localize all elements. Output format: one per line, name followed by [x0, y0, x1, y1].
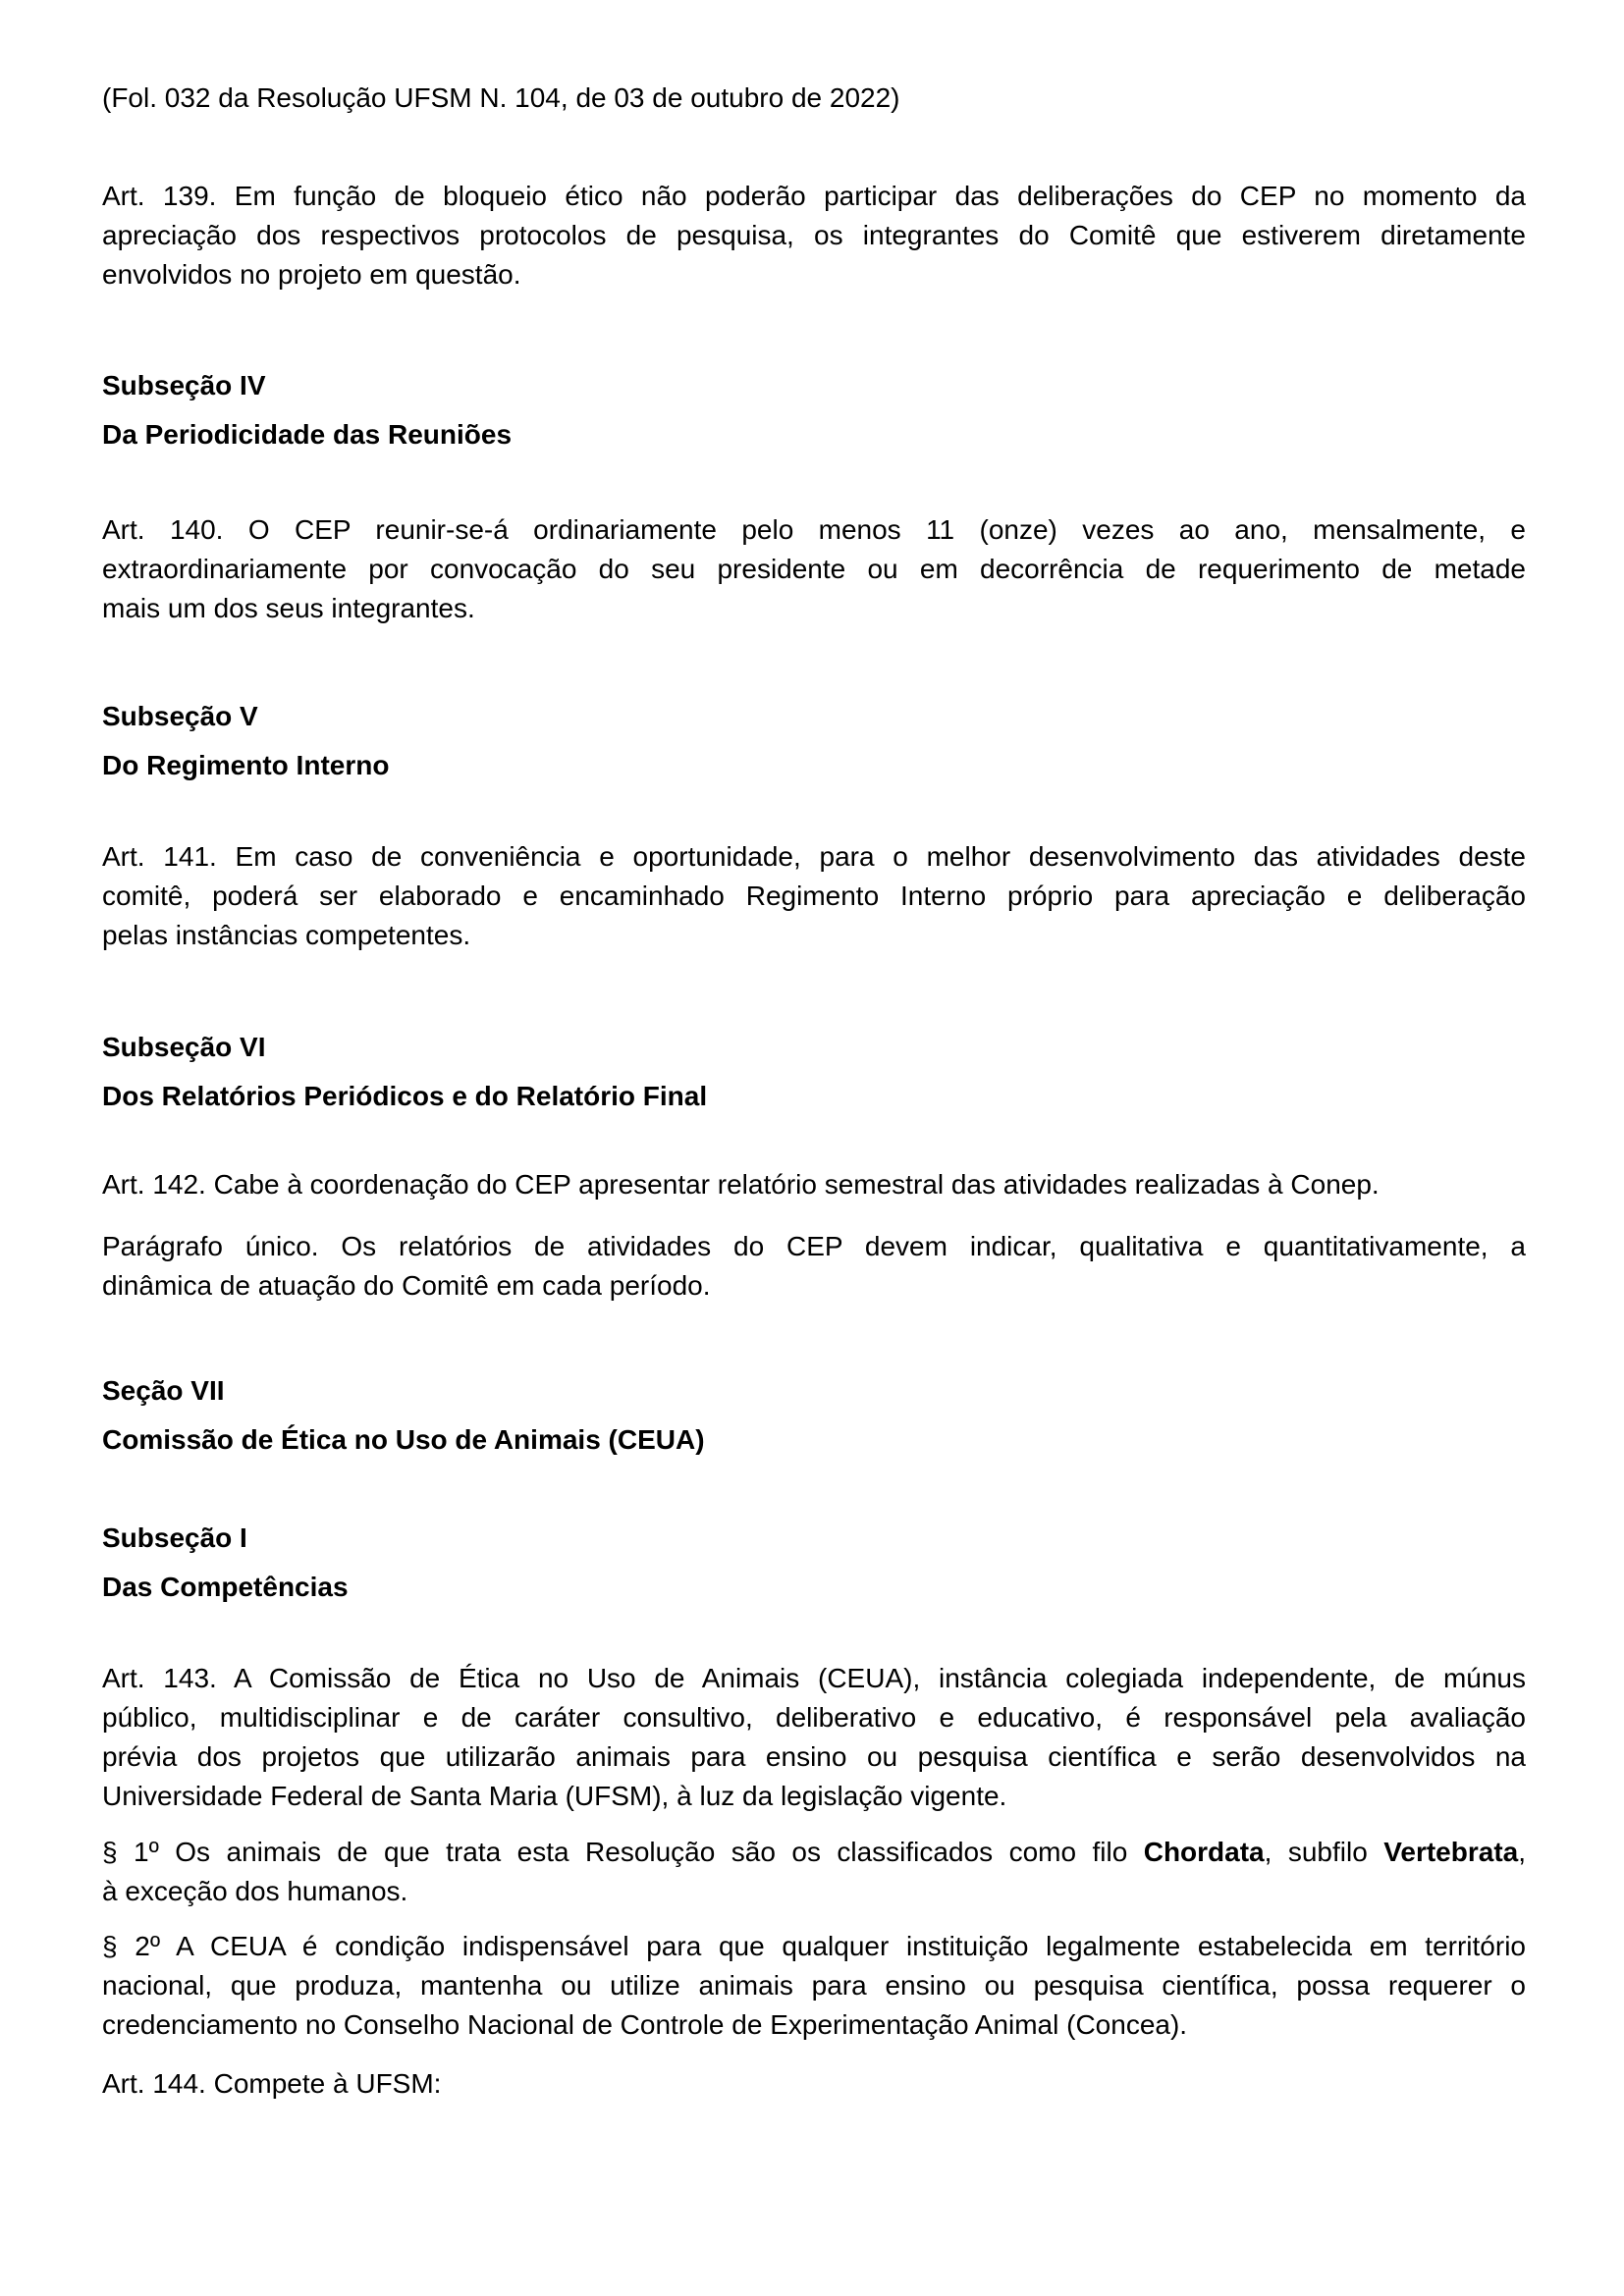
- subsection-v-subtitle: Do Regimento Interno: [102, 750, 390, 780]
- paragraph-1-bold-vertebrata: Vertebrata: [1383, 1837, 1519, 1867]
- article-143-line-1: Art. 143. A Comissão de Ética no Uso de Animais (CEUA), instância colegiada independente, de múnus: [102, 1663, 1526, 1693]
- section-vii-title: Seção VII: [102, 1375, 225, 1406]
- article-140-line-3: mais um dos seus integrantes.: [102, 593, 475, 623]
- article-141: [102, 837, 1526, 955]
- paragraph-1-text: ,: [1518, 1837, 1526, 1867]
- article-139: [102, 177, 1526, 294]
- article-143-line-4: Universidade Federal de Santa Maria (UFSM), à luz da legislação vigente.: [102, 1781, 1007, 1811]
- subsection-iv-subtitle: Da Periodicidade das Reuniões: [102, 419, 513, 450]
- subsection-iv-title: Subseção IV: [102, 370, 266, 400]
- article-144: [102, 2064, 1526, 2104]
- article-139-line-1: Art. 139. Em função de bloqueio ético não poderão participar das deliberações do CEP no momento da: [102, 181, 1526, 211]
- article-142-line-1: Art. 142. Cabe à coordenação do CEP apresentar relatório semestral das atividades realizadas à Conep.: [102, 1169, 1380, 1200]
- paragraph-2-line-1: § 2º A CEUA é condição indispensável para que qualquer instituição legalmente estabelecida em território: [102, 1931, 1526, 1961]
- article-143-line-3: prévia dos projetos que utilizarão animais para ensino ou pesquisa científica e serão desenvolvidos na: [102, 1741, 1526, 1772]
- subsection-vi-title: Subseção VI: [102, 1032, 266, 1062]
- article-141-line-1: Art. 141. Em caso de conveniência e oportunidade, para o melhor desenvolvimento das atividades deste: [102, 841, 1526, 872]
- article-140-line-2: extraordinariamente por convocação do seu presidente ou em decorrência de requerimento de metade: [102, 554, 1526, 584]
- paragraph-1-line-1: [102, 1833, 1526, 1872]
- subsection-vi-subtitle: Dos Relatórios Periódicos e do Relatório Final: [102, 1081, 708, 1111]
- article-140-line-1: Art. 140. O CEP reunir-se-á ordinariamente pelo menos 11 (onze) vezes ao ano, mensalmente, e: [102, 514, 1526, 545]
- section-vii-subtitle: Comissão de Ética no Uso de Animais (CEUA): [102, 1424, 705, 1455]
- article-144-line-1: Art. 144. Compete à UFSM:: [102, 2068, 442, 2099]
- subsection-v-title: Subseção V: [102, 701, 258, 731]
- article-141-line-3: pelas instâncias competentes.: [102, 920, 471, 950]
- folio-header: (Fol. 032 da Resolução UFSM N. 104, de 03 de outubro de 2022): [102, 82, 900, 113]
- paragraph-1-text: , subfilo: [1264, 1837, 1384, 1867]
- article-139-line-3: envolvidos no projeto em questão.: [102, 259, 521, 290]
- subsection-i-title: Subseção I: [102, 1522, 247, 1553]
- article-140: [102, 510, 1526, 628]
- article-143-line-2: público, multidisciplinar e de caráter consultivo, deliberativo e educativo, é responsável pela avaliação: [102, 1702, 1526, 1733]
- paragrafo-unico: [102, 1227, 1526, 1306]
- paragrafo-unico-line-1: Parágrafo único. Os relatórios de atividades do CEP devem indicar, qualitativa e quantitativamente, a: [102, 1231, 1526, 1261]
- paragrafo-unico-line-2: dinâmica de atuação do Comitê em cada período.: [102, 1270, 711, 1301]
- paragraph-1-text: § 1º Os animais de que trata esta Resolução são os classificados como filo: [102, 1837, 1144, 1867]
- article-141-line-2: comitê, poderá ser elaborado e encaminhado Regimento Interno próprio para apreciação e deliberação: [102, 881, 1526, 911]
- article-139-line-2: apreciação dos respectivos protocolos de pesquisa, os integrantes do Comitê que estiverem diretamente: [102, 220, 1526, 250]
- article-142: [102, 1165, 1526, 1204]
- paragraph-1-line-2: à exceção dos humanos.: [102, 1876, 408, 1906]
- paragraph-1-bold-chordata: Chordata: [1143, 1837, 1265, 1867]
- paragraph-2: [102, 1927, 1526, 2045]
- article-143: [102, 1659, 1526, 1816]
- paragraph-2-line-3: credenciamento no Conselho Nacional de Controle de Experimentação Animal (Concea).: [102, 2009, 1188, 2040]
- subsection-i-subtitle: Das Competências: [102, 1572, 349, 1602]
- paragraph-2-line-2: nacional, que produza, mantenha ou utilize animais para ensino ou pesquisa científica, possa requerer o: [102, 1970, 1526, 2001]
- paragraph-1: [102, 1833, 1526, 1911]
